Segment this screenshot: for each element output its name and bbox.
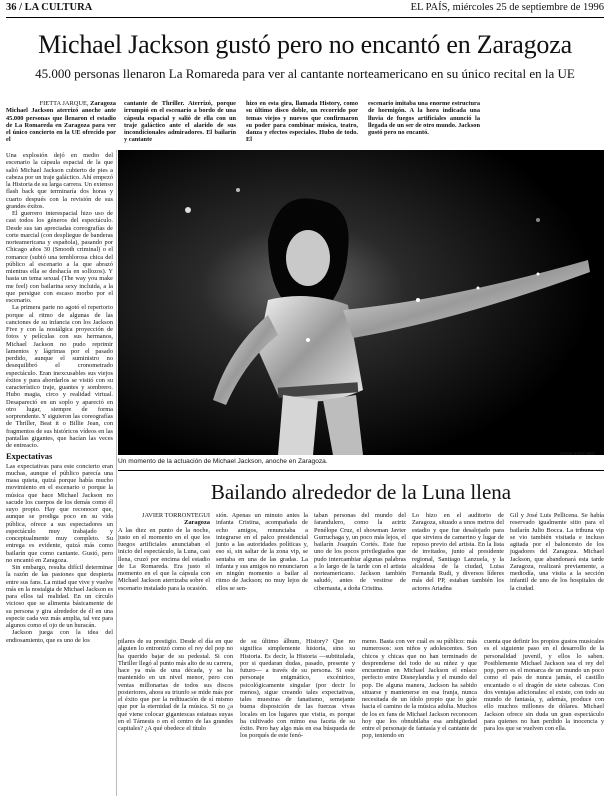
- box-col-5: [510, 512, 604, 592]
- body-paragraph: La primera parte no agotó el repertorio porque al ritmo de algunas de las canciones de su infancia con los Jackson Five y con la nostálgica proyección de fotos y películas con sus hermanos, Michael Jackson no pudo reprimir lamentos y lágrimas por el pasado perdido, aunque el suministro no desequilibró el cronometrado espectáculo. Eran inexcusables sus viejos éxitos y para abordarlos se vistió con su característico traje, guantes y sombrero. Hubo magia, circo y realidad virtual. Desapareció en un soplo y apareció en otro lugar, siempre de forma sorprendente. Y siguieron las coreografías de Thriller, Beat it o Billie Jean, con fragmentos de sus históricos vídeos en las pantallas gigantes, que hacían las veces de entreacto.: [6, 304, 113, 449]
- intro-col-3: [246, 100, 358, 144]
- body-paragraph: Las expectativas para este concierto eran muchas, aunque el público parecía una masa quieta, quizá porque había mucho movimiento en el escenario o porque la música que hace Michael Jackson no sacude los cuerpos de los demás como él suyo propio. Hay que reconocer que, aunque se prodiga poco en su vida pública, ofrece a sus espectadores un espectáculo muy trabajado y conceptualmente muy completo. Su entrega es evidente, quizá más como bailarín que como cantante. Gustó, pero no encantó en Zaragoza.: [6, 462, 113, 564]
- box-paragraph: taban personas del mundo del farandulero, como la actriz Penélope Cruz, el showman Javier Gurruchaga y, un poco más lejos, el bailarín Joaquín Cortés. Este fue uno de los pocos privilegiados que pudo intercambiar algunas palabras a lo largo de la tarde con el artista norteamericano. Jackson también saludó, antes de vestirse de cibernauta, a doña Cristina.: [314, 512, 406, 592]
- box-paragraph: sión. Apenas un minuto antes la infanta Cristina, acompañada de echo amigos, renunciaba a integrarse en el palco presidencial junto a las autoridades políticas y, eso sí, sin saltar de la zona vip, se sentaba en una de las gradas. La infanta y sus amigos no renunciaron en ningún momento a bailar al ritmo de Jackson; no muy lejos de ellos se sen-: [216, 512, 308, 592]
- intro-text-4: escenario imitaba una enorme estructura de hormigón. A la hora indicada una lluvia de fuegos artificiales anunció la llegada de un ser de otro mundo. Jackson gustó pero no encantó.: [368, 100, 480, 136]
- continuation-col-1: [118, 638, 233, 796]
- box-byline-location: Zaragoza: [184, 519, 210, 527]
- main-headline: Michael Jackson gustó pero no encantó en Zaragoza: [38, 30, 572, 59]
- byline-location: Zaragoza: [90, 100, 116, 107]
- body-paragraph: El guerrero interespacial hizo uso de casi todos los géneros del espectáculo. Desde sus tan apreciadas coreografías de corte marcial (con despliegue de banderas norteamericana y española), pasando por Chicago años 30 (Smooth criminal) o el romance (subió una temblorosa chica del público al escenario a la que abrazó mientras ella se deshacía en sollozos). Y hasta un tema sexual (The way you make me feel) con bailarina sexy incluida, a la que persigue con escaso morbo por el escenario.: [6, 210, 113, 304]
- continuation-col-2: [240, 638, 355, 796]
- body-paragraph: Sin embargo, resulta difícil determinar la razón de las pasiones que despierta entre sus fans. La mitad que vive y vuelve más en la nostalgia de Michael Jackson es para ellos tal realidad. En un círculo vicioso que se alimenta básicamente de su persona y gira alrededor de él en una especie cada vez más amplia, tal vez para algunos como el ojo de un huracán.: [6, 564, 113, 629]
- main-body-column: [6, 152, 113, 796]
- box-headline: Bailando alrededor de la Luna llena: [210, 480, 512, 504]
- body-paragraph: pilares de su prestigio. Desde el día en que alguien lo entronizó como el rey del pop no ha querido bajar de su pedestal. Si con Thriller llegó al punto más alto de su carrera, hace ya más de una década, y se ha mantenido en un nivel menor, pero con ventas millonarias de todos sus discos posteriores, ahora su triunfo se mide más por el éxito que por la redituación de sí mismo que por la eternidad de la música. Si no ¿a qué viene colocar gigantescas estatuas suyas en el Támesis o en el centro de las grandes capitales? ¿A qué obedece el título: [118, 638, 233, 732]
- intro-text-2: cantante de Thriller. Aterrizó, porque irrumpió en el escenario a bordo de una cápsula espacial y salió de ella con un traje galáctico ante el alarido de sus incondicionales admiradores. El bailarín y cantante: [124, 100, 236, 144]
- concert-photo: [118, 150, 604, 455]
- intro-col-4: [368, 100, 480, 136]
- subsection-heading: Expectativas: [6, 451, 53, 462]
- box-col-1: [118, 512, 210, 592]
- box-paragraph: A las diez en punto de la noche, justo en el momento en el que los fuegos artificiales anunciaban el inicio del espectáculo, la Luna, casi llena, cruzó por encima del estadio de La Romareda. Era justo el momento en el que la cápsula con Michael Jackson aterrizaba sobre el escenario instalado para la ocasión.: [118, 526, 210, 592]
- continuation-col-3: [362, 638, 477, 796]
- box-col-3: [314, 512, 406, 592]
- intro-col-2: [124, 100, 236, 144]
- photo-credit: JOAN SÁNCHEZ: [560, 451, 595, 456]
- box-paragraph: Lo hizo en el auditorio de Zaragoza, situado a unos metros del estadio y que fue desalojado para que sirviera de camerino y lugar de reposo previo del artista. En la lista de invitados, junto al presidente regional, Santiago Lanzuela, y la alcaldesa de la ciudad, Luisa Fernanda Rudi, y diversos líderes más del PP, estaban también los actores Ariadna: [412, 512, 504, 592]
- body-paragraph: Jackson juega con la idea del endiosamiento, que es uno de los: [6, 629, 113, 644]
- section-label: 36 / LA CULTURA: [6, 2, 93, 13]
- intro-text-1: Michael Jackson aterrizó anoche ante 45.000 personas que llenaron el estadio de La Romareda en Zaragoza para ver el único concierto en la UE ofrecido por el: [6, 107, 116, 144]
- continuation-col-4: [484, 638, 604, 796]
- intro-col-1: [6, 100, 116, 144]
- performer-silhouette-illustration: [118, 150, 604, 455]
- box-byline-author: JAVIER TORRONTEGUI: [142, 512, 210, 519]
- body-paragraph: meno. Basta con ver cuál es su público: más numerosos: son niños y adolescentes. Son chicos y chicas que no han terminado de desprenderse del todo de su niñez y que encuentran en Michael Jackson el enlace perfecto entre Disneylandia y el mundo del pop. De alguna manera, Jackson ha sabido situarse y mantenerse en esa franja, nunca necesitada de un ídolo propio que lo guíe hacia el camino de la música adulta. Muchos de los ex fans de Michael Jackson reconocen hoy que los obnubilaba esa ambigüedad entre el personaje de fantasía y el cantante de pop, teniendo en: [362, 638, 477, 740]
- column-divider: [116, 150, 117, 796]
- photo-caption: Un momento de la actuación de Michael Jackson, anoche en Zaragoza.: [118, 458, 328, 465]
- masthead-rule: [6, 17, 604, 18]
- section-divider: [118, 470, 604, 471]
- intro-text-3: hizo en esta gira, llamada History, como su último disco doble, un recorrido por temas viejos y nuevos que confirmaron su poder para combinar música, teatro, danza y efectos especiales. Hubo de todo. El: [246, 100, 358, 144]
- main-subhead: 45.000 personas llenaron La Romareda para ver al cantante norteamericano en su único recital en la UE: [35, 66, 575, 81]
- masthead: [6, 2, 604, 16]
- box-col-4: [412, 512, 504, 592]
- box-col-2: [216, 512, 308, 592]
- box-paragraph: Gil y José Luis Pellicena. Se había reservado igualmente sitio para el bailarín Julio Bocca. La tribuna vip se vio también visitada e incluso agitada por el baloncesto de los jugadores del Zaragoza. Michael Jackson, que abandonará esta tarde Zaragoza, realizará previamente, a mediodía, una visita a la sección infantil de uno de los hospitales de la ciudad.: [510, 512, 604, 592]
- body-paragraph: cuenta que definir los propios gustos musicales es el siguiente paso en el desarrollo de la personalidad juvenil, y ellos lo saben. Posiblemente Michael Jackson sea el rey del pop, pero es el monarca de un mundo un poco como el país de nunca jamás, el castillo encantado o el dragón de siete cabezas. Con dos ventajas adicionales: el existe, con todo su mundo de fantasía, y, además, produce con ello muchos millones de dólares. Michael Jackson ofrece sin duda un gran espectáculo para quienes no han perdido la inocencia y para los que se vuelven con ella.: [484, 638, 604, 732]
- body-paragraph: de su último álbum, History? Que no significa simplemente historia, sino su Historia. Es decir, la Historia —subtitulada, por si quedaran dudas, pasado, presente y futuro— a través de su persona. Si este personaje enigmático, excéntrico, psicológicamente singular (por decir lo menos), sigue creando tales expectativas, tales muestras de fanatismo, semejante buena disposición de las fuerzas vivas locales en los lugares que visita, es porque ha cultivado con mimo esa faceta de su éxito. Pero hay algo más en esa búsqueda de los porqués de este fenó-: [240, 638, 355, 740]
- byline-author: FIETTA JARQUE,: [39, 100, 89, 107]
- body-paragraph: Una explosión dejó en medio del escenario la cápsula espacial de la que salió Michael Jackson cubierto de pies a cabeza por un traje galáctico. Ahí empezó la Historia de su larga carrera. Un extenso flash back que terminaría dos horas y cuarto después con la revisión de sus grandes éxitos.: [6, 152, 113, 210]
- newspaper-date: EL PAÍS, miércoles 25 de septiembre de 1996: [410, 2, 604, 13]
